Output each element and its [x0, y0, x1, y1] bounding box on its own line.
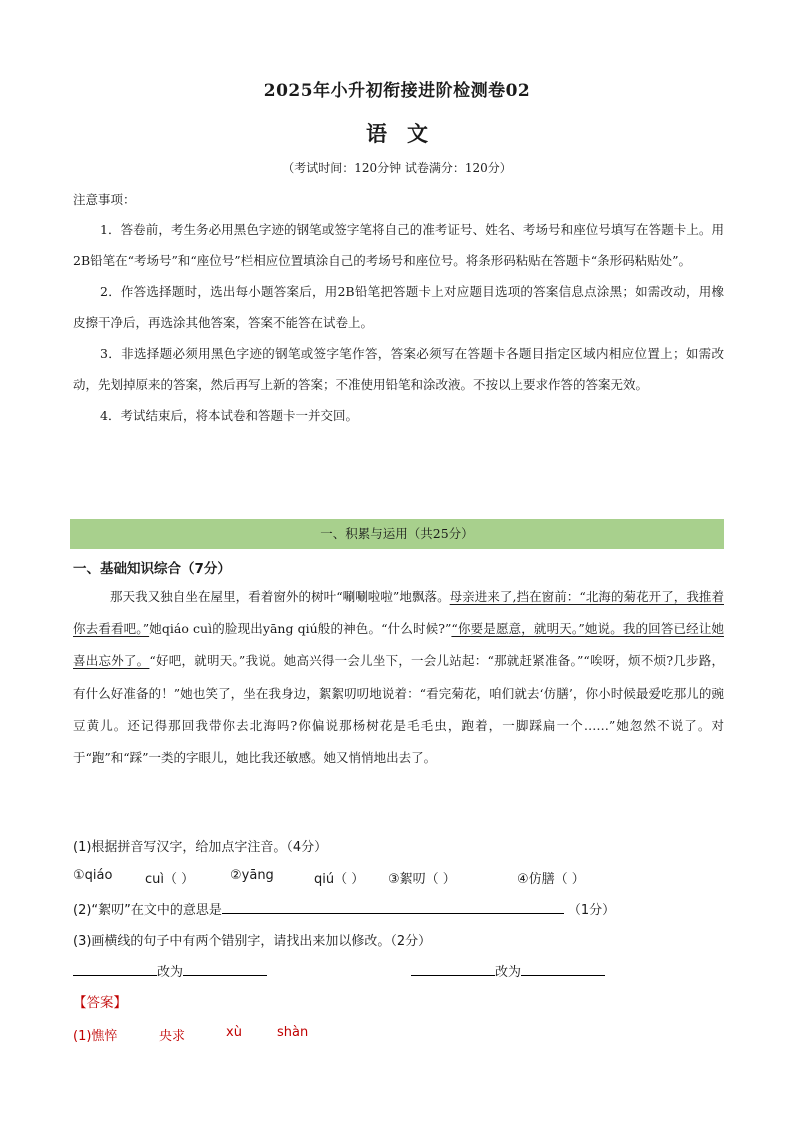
passage-text: 那天我又独自坐在屋里，看着窗外的树叶“唰唰啦啦”地飘落。 [110, 589, 450, 604]
question-heading: 一、基础知识综合（7分） [73, 561, 231, 577]
sub-question-2-score: （1分） [567, 903, 616, 918]
notice-item: 1．答卷前，考生务必用黑色字迹的钢笔或签字笔将自己的准考证号、姓名、考场号和座位号填写在答题卡上。用2B铅笔在“考场号”和“座位号”栏相应位置填涂自己的考场号和座位号。将条形码粘贴在答题卡“条形码粘贴处”。 [73, 222, 724, 268]
change-to-label: 改为 [157, 965, 184, 980]
underlined-sentence: “你要是愿意，就明天。”她说。我的回答已经让她喜出忘外了。 [73, 621, 724, 669]
notice-item: 3．非选择题必须用黑色字迹的钢笔或签字笔作答，答案必须写在答题卡各题目指定区域内相应位置上；如需改动，先划掉原来的答案，然后再写上新的答案；不准使用铅笔和涂改液。不按以上要求作答的答案无效。 [73, 346, 724, 392]
underlined-sentence: 母亲进来了,挡在窗前：“北海的菊花开了，我推着你去看看吧。” [73, 589, 724, 637]
answer-item: 央求 [159, 1029, 186, 1044]
answer-label: 【答案】 [73, 995, 127, 1011]
notice-list [73, 214, 724, 431]
reading-passage [73, 581, 724, 774]
annotate-blank[interactable]: ③絮叨（ ） [388, 872, 456, 887]
correction-pair [411, 961, 605, 980]
section-header-bar: 一、积累与运用（共25分） [70, 519, 724, 549]
wrong-char-blank[interactable] [73, 961, 157, 976]
notice-item: 2．作答选择题时，选出每小题答案后，用2B铅笔把答题卡上对应题目选项的答案信息点涂黑；如需改动，用橡皮擦干净后，再选涂其他答案，答案不能答在试卷上。 [73, 284, 724, 330]
passage-text: “好吧，就明天。”我说。她高兴得一会儿坐下，一会儿站起：“那就赶紧准备。”“唉呀，烦不烦?几步路，有什么好准备的！”她也笑了，坐在我身边，絮絮叨叨地说着：“看完菊花，咱们就去‘仿膳’，你小时候最爱吃那儿的豌豆黄儿。还记得那回我带你去北海吗?你偏说那杨树花是毛毛虫，跑着，一脚踩扁一个……”她忽然不说了。对于“跑”和“踩”一类的字眼儿，她比我还敏感。她又悄悄地出去了。 [73, 653, 724, 766]
exam-info: （考试时间：120分钟 试卷满分：120分） [282, 161, 512, 175]
pinyin-blank[interactable]: qiú（ ） [314, 872, 365, 887]
notice-heading: 注意事项： [73, 192, 136, 207]
correct-char-blank[interactable] [521, 961, 605, 976]
pinyin-item: ①qiáo [73, 868, 113, 883]
pinyin-item: ②yāng [230, 868, 274, 883]
answer-item: shàn [277, 1025, 309, 1040]
exam-title: 2025年小升初衔接进阶检测卷02 [263, 81, 531, 101]
answer-line[interactable] [222, 899, 564, 914]
correct-char-blank[interactable] [183, 961, 267, 976]
answer-item: (1)憔悴 [73, 1029, 118, 1044]
sub-question-3-prompt: (3)画横线的句子中有两个错别字，请找出来加以修改。（2分） [73, 934, 432, 949]
passage-text: 她qiáo cuì的脸现出yāng qiú般的神色。“什么时候?” [149, 621, 452, 637]
answer-item: xù [226, 1025, 242, 1040]
change-to-label: 改为 [495, 965, 522, 980]
wrong-char-blank[interactable] [411, 961, 495, 976]
sub-question-2-prompt: (2)“絮叨”在文中的意思是 [73, 903, 222, 918]
annotate-blank[interactable]: ④仿膳（ ） [517, 872, 585, 887]
pinyin-blank[interactable]: cuì（ ） [145, 872, 195, 887]
correction-pair [73, 961, 267, 980]
passage-paragraph [73, 581, 724, 774]
sub-question-2 [73, 899, 724, 918]
sub-question-1-prompt: (1)根据拼音写汉字，给加点字注音。（4分） [73, 840, 328, 855]
subject-title: 语文 [366, 121, 448, 146]
notice-item: 4．考试结束后，将本试卷和答题卡一并交回。 [100, 408, 358, 423]
